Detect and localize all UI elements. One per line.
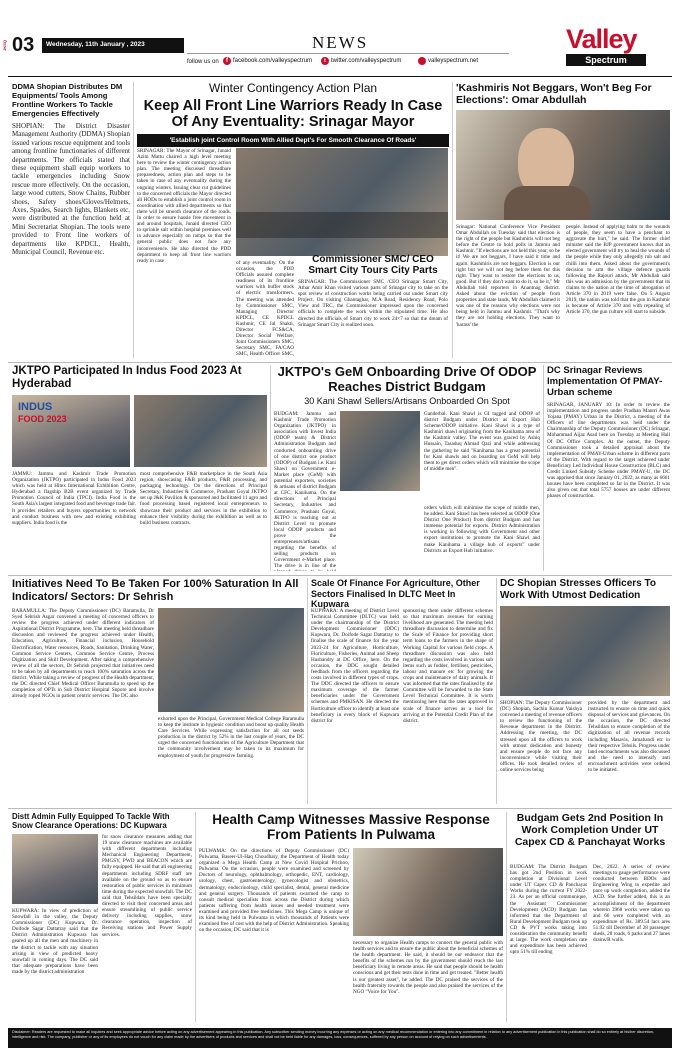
issue-date: Wednesday, 11th January , 2023 xyxy=(46,41,145,48)
story-dc-srinagar-pmay xyxy=(547,365,670,573)
body-col-2: Ganderbal. Kani Shawl is GI tagged and ODOP of district Budgam under District as Export Hub Scheme/ODOP initiative. Kani Shawl is a type of Kashmiri shawl originating from the Kanihama area of the Kashmir valley. The event was graced by Ashiq Hussain, Tasaduq Ahmad Qazi and while addressing the gathering he said "Kanihama has a great potential for Kani shawls and on boarding on GeM will help them to get direct orders which will minimise the scope of middle men". xyxy=(424,411,540,472)
section-title: NEWS xyxy=(312,33,369,52)
artisans-photo xyxy=(340,411,420,491)
headline: Initiatives Need To Be Taken For 100% Saturation In All Indicators/ Sectors: Dr Sehrish xyxy=(12,578,299,603)
follow-label: follow us on xyxy=(187,59,219,65)
web-link[interactable]: valleyspectrum.net xyxy=(428,58,479,64)
review-meeting-photo xyxy=(158,608,304,712)
body-col-2: people. Instead of applying balm to the wounds of people, they seem to have a penchant to aggravate the hurt," he said. The former chief minister said the BJP government knows that an elected government will try to heal the wounds of the people while they only allegedly rub salt and chilli into them. Asked about the government's decision to arm the village defence guards following the Rajouri attack, Mr Abdullah said this was an admission by the government that its claims to the nation at the time of abrogation of Article 370 in 2019 were false. On 5 August 2019, the nation was told that the gun in Kashmir is because of Article 370 and with repealing of Article 370, the gun culture will start to subside. xyxy=(566,224,670,316)
headline: Keep All Front Line Warriors Ready In Case Of Any Eventuality: Srinagar Mayor xyxy=(143,97,443,130)
story-omar-abdullah xyxy=(456,82,670,360)
story-health-camp-pulwama xyxy=(199,812,503,1024)
health-camp-photo xyxy=(353,848,503,936)
story-commissioner-smc xyxy=(298,254,448,360)
section-rule xyxy=(8,362,672,363)
story-budgam-second-position xyxy=(510,812,670,1024)
web-icon[interactable] xyxy=(418,57,426,65)
column-rule xyxy=(133,82,134,358)
column-rule xyxy=(270,365,271,571)
disclaimer-text: Disclaimer: Readers are requested to make all inquiries and seek appropriate advice before acting on any advertisement appearing in this publication. Any subscriber sending money incurring any expenses or acting on any medical recommendation or entering into any commitment in relation to any advertisement publication in this publication shall do so entirely at his/her discretion, intelligence and risk. The company, publisher or any of its employees do not vouch for any claim made by the advertisers of products and services and shall not be held liable for any damages, loss, consequences, suffered by any person on account of relying on such advertisements. xyxy=(12,1030,655,1039)
photo-banner-2: FOOD 2023 xyxy=(18,414,67,424)
body-col-1: SRINAGAR: The Mayor of Srinagar, Junaid Azim Mattu chaired a high level meeting here to review the winter contingency action plan. The meeting discussed threadbare preparedness, action plan and steps to be taken in case of any eventuality during the ongoing winters. Issuing clear cut guidelines to the concerned officials the Mayor directed all HODs to establish a joint control room in coordination with allied departments so that there will be smooth clearance of the roads. In order to ensure hassle free movement in and around hospitals, Junaid directed CEO to sprinkle salt within hospital premises well in advance especially on ramps so that the general public does not face any inconvenience. He also directed the PDD department to keep all front line warriors ready in case xyxy=(137,148,231,264)
body-col-1: BUDGAM: Jammu and Kashmir Trade Promotion Organization (JKTPO) in association with Invest India (ODOP team) & District Administration Budgam and conducted onboarding drive of one district one product (ODOP) of Budgam i.e. Kani Shawl on Government e-Market place (GeM) with potential exporters, societies & artisans of district Budgam at CFC, Kanihama. On the directions of Principal Secretary, Industries and Commerce, Prashant Goyal, JKTPO is reaching out at District Level to promote local ODOP products and prove the entrepreneurs/artisans regarding the benefits of selling products on Government e-Market place. The drive is in line of the xyxy=(274,411,336,570)
column-rule xyxy=(543,365,544,571)
headline: JKTPO's GeM Onboarding Drive Of ODOP Reaches District Budgam xyxy=(277,364,537,394)
facebook-link[interactable]: facebook.com/valleyspectrum xyxy=(233,58,313,64)
masthead xyxy=(0,0,680,72)
logo-spectrum: Spectrum xyxy=(585,55,627,65)
date-bar xyxy=(42,38,184,53)
story-ddma-shopian xyxy=(12,82,130,360)
subhead: 'Establish joint Control Room With Allied Dept's For Smooth Clearance Of Roads' xyxy=(169,136,417,144)
story-dc-shopian xyxy=(500,578,670,806)
snow-machinery-photo xyxy=(12,834,98,904)
headline: Scale Of Finance For Agriculture, Other Sectors Finalised In DLTC Meet In Kupwara xyxy=(311,578,480,609)
column-rule xyxy=(452,82,453,358)
portrait-photo xyxy=(456,110,670,220)
headline: Distt Admin Fully Equipped To Tackle With Snow Clearance Operations: DC Kupwara xyxy=(12,812,170,830)
stall-photo xyxy=(134,395,267,467)
story-dr-sehrish xyxy=(12,578,304,806)
story-jktpo-indus-food xyxy=(12,365,267,573)
photo-banner-1: INDUS xyxy=(18,401,53,413)
body-text: SHOPIAN: The District Disaster Management Authority (DDMA) Shopian issued various rescue equipment and tools among frontline functionaries of different departments. The officials stated that these equipment shall equip workers to tackle emergencies including Snow rescue more effectively. On the occasion, large wood cutters, Snow Chains, Rubber shoes, Safety shoes/Gloves/Helmets, Axes, Spades, Search lights, Blankets etc. were distributed at the function held at Mini Secretariat Shopian. The tools were provided to Front line workers of departments like KPDCL, Health, Municipal Council, Revenue etc. xyxy=(12,122,130,257)
body-col-2: for snow clearance measures adding that 19 snow clearance machines are available with different departments including Mechanical Engineering Department, PMGSY, PWD and BEACON which are fully equipped. He said that all engineering departments including SDRF staff are available on the ground so as to ensure restoration of public services in minimum time during the expected snowfall. The DC said that Tehsildars have been specially directed to visit their concerned areas and ensure streamlining of public service delivery including supplies, snow clearance operation, inspection of Receiving stations and Power Supply services. xyxy=(102,834,192,938)
body-col-2: provided by the department and instructed to ensure on time and quick disposal of services and grievances. On the occasion, the DC directed Tehsildars to ensure completion of the digitization of all revenue records including Masavis, Jamabandi etc in their respective Tehsils. Progress under land encroachments was also discussed and the need to intensify anti encroachment activities were ordered to be initiated. xyxy=(588,700,670,774)
body-col-1: BUDGAM: The District Budgam has got 2nd Position in work completion at Divisional Level under UT Capex CD & Panchayat Works during the current FY 2022-23. As per an official communique, the Assistant Commissioner Development (ACD) Budgam has informed that the Department of Rural Development Budgam took up CD & PVT works taking into consideration the community benefit at large. The work completion rate and expenditure has been achieved upto 51% till ending xyxy=(510,864,587,956)
masthead-rule xyxy=(187,53,509,54)
column-rule xyxy=(496,578,497,804)
headline: DC Srinagar Reviews Implementation Of PMAY-Urban scheme xyxy=(547,365,663,398)
facebook-icon[interactable]: f xyxy=(223,57,231,65)
section-rule xyxy=(8,575,672,576)
body-col-3: orders which will minimise the scope of middle men, he added. Kani Shawl has been selected as ODOP (One District One Product) from district Budgam and has immense potential for exports. District Administration is working in following with Government and other export institutions to promote the Kani Shawl and make Kanihama a village hub of exports" under Districts as Export Hub initiative. xyxy=(424,505,540,554)
body-col-2: Dec, 2022. A series of review meetings to gauge performance were conducted between BDOs and Engineering Wing to expedite and pace up work completion, added the ACD. She further added, this is an accomplishment of the department wherein 3968 works were taken up and 66 were completed with an expenditure of Rs. 389.54 lacs ares 51.92 till December of 28 passenger sheds, 28 roads, 6 parks and 27 lanes drains/R walls. xyxy=(593,864,670,944)
subhead: 30 Kani Shawl Sellers/Artisans Onboarded On Spot xyxy=(304,396,510,406)
headline: 'Kashmiris Not Beggars, Won't Beg For Elections': Omar Abdullah xyxy=(456,82,652,106)
headline: DDMA Shopian Distributes DM Equipments/ Tools Among Frontline Workers To Tackle Emergencies Effectively xyxy=(12,82,123,118)
page-number: 03 xyxy=(12,34,35,56)
kicker: Winter Contingency Action Plan xyxy=(208,81,378,95)
section-rule xyxy=(8,808,672,809)
body-col-2: most comprehensive F&B marketplace in the South Asia region, showcasing F&B products, F&B processing, and packaging technology. On the directions of Principal Secretary, Industries & Commerce, Prashant Goyal JKTPO set up J&K Pavilion & sponsored and facilitated 11 agro and food processing based registered local entrepreneurs to showcase their product and services in the exhibition to enhance their visibility during the exhibition as well as to build business contracts. xyxy=(140,471,267,526)
body-col-2: necessary to organize Health camps to connect the general public with health services and to ensure the public about the beneficial schemes of the health department. He said, it should be our endeavor that the benefits of the schemes run by the government should reach the last beneficiary living in remote areas. He said that people should be health conscious and get their tests done in time and get treated. "Better health is our greatest asset", he added. The DC praised the services of the health fraternity towards the people and also praised the services of the NGO "Voice for You". xyxy=(353,940,503,995)
story-dc-kupwara-snow xyxy=(12,812,192,1024)
headline: JKTPO Participated In Indus Food 2023 At Hyderabad xyxy=(12,365,242,390)
column-rule xyxy=(506,812,507,1022)
body-col-2: exhorted upon the Principal, Government Medical College Baramulla to keep the institute in hygienic condition and boost up quality Health Care Services. While expressing satisfaction for all out seeds production in the district by 52% in the last couple of years, the DC urged the concerned functionaries of the Agriculture Department that the community involvement may be taken to its maximum for employment of youth for progressive farming. xyxy=(158,716,304,759)
body-col-1: JAMMU: Jammu and Kashmir Trade Promotion Organization (JKTPO) participated in Indus Food 2023 which was held at Hitex International Exhibition Centre, Hyderabad a flagship B2B event organized by Trade Promotion Council of India (TPCI). India Food is the South Asia's largest integrated food and beverage trade fair. It provides retailers and buyers opportunities to network and conduct business with new and existing exhibiting suppliers. India food is the xyxy=(12,471,136,526)
logo-spectrum-bar xyxy=(566,54,646,66)
footer-disclaimer-bar xyxy=(8,1028,672,1048)
story-gem-onboarding xyxy=(274,365,540,573)
headline: Budgam Gets 2nd Position In Work Completion Under UT Capex CD & Panchayat Works xyxy=(514,812,666,848)
meeting-photo xyxy=(236,148,448,256)
revenue-meeting-photo xyxy=(500,606,670,696)
logo-valley: Valley xyxy=(566,24,637,54)
body-text: SRINAGAR, JANUARY 10: In order to review the implementation and progress under Pradhan Mantri Awas Yojana (PMAY) Urban in the District, a meeting of the Officers of line departments was held under the Chairmanship of the Deputy Commissioner (DC) Srinagar, Mohammad Aijaz Asad here on Tuesday at Meeting Hall Of DC Office Complex. At the outset, the Deputy Commissioner took a detailed appraisal about the implementation of PMAY-Urban scheme in different parts of the District. With regard to the target achieved under Beneficiary Led Individual House Construction (BLC) and Credit Linked Subsidy Scheme under PMAY-U, the DC was apprised that since January 01, 2022, as many as 6661 houses have been completed so far in the District. It was also given out that total 5757 houses are under different phases of construction. xyxy=(547,402,670,500)
body-col-1: BARAMULLA: The Deputy Commissioner (DC) Baramulla, Dr Syed Sehrish Asgar convened a meeting of concerned officers to review the progress achieved under different indicators of Aspirational District Programme, here. The meeting held threadbare discussion and reviewed the progress achieved under Health, Education, Agriculture, Financial inclusion, Household Electrification, Water resources, Roads, Sanitation, Drinking Water, Common Service Centers, Common Service Centre, Process Digitization and Skill Development. After taking a comprehensive review of all the sectors, Dr Sehrish projected that initiatives need to be taken by all departments to reach 100% saturation across the district. While taking a review of progress of the Health department, the DC directed Chief Medical Officer Baramulla to speed up the completion of OPTs in Sub District Hospital Sopore and involve already roped NGOs in patient centric services. The DC also xyxy=(12,608,154,700)
body-col-1: PULWAMA: On the directions of Deputy Commissioner (DC) Pulwama, Baseer-Ul-Haq Choudhary, the Department of Health today organized a Mega Health Camp at New Covid Hospital Prichoo, Pulwama. On the occasion, people were examined and screened by Doctors of neurology, ophthalmology, orthopedic, ENT, cardiology, urology, chest, gastroenterology, gynecologist and obstetrics, dermatology, endocrinology, child specialist, dental, general medicine and general surgery. Thousands of patients swarmed the camp to consult medical specialists from across the District during which patients suffering from health issues and needed treatment were examined and provided free medicines. This Mega Camp is unique of its kind being held in Pulwama in which thousands of Patients were examined free of cost with the help of District Administration. Speaking on the occasion, DC said that it is xyxy=(199,848,349,934)
twitter-link[interactable]: twitter.com/valleyspectrum xyxy=(331,58,402,64)
side-tag: JKSQ xyxy=(2,40,7,51)
headline: DC Shopian Stresses Officers To Work With Utmost Dedication xyxy=(500,578,656,601)
expo-photo xyxy=(12,395,130,467)
twitter-icon[interactable]: t xyxy=(321,57,329,65)
body-col-1: KUPWARA: In view of prediction of Snowfall in the valley, the Deputy Commissioner (DC) Kupwara, Dr. Doifode Sagar Dattatray said that the District Administration Kupwara has geared up all the men and machinery in the district to tackle with any situation arising in view of predicted heavy snowfall in coming days. The DC said that adequate preparations have been made by the district administration xyxy=(12,908,98,975)
body-col-1: SHOPIAN: The Deputy Commissioner (DC) Shopian, Sachin Kumar Vaishya convened a meeting of revenue officers to review the functioning of the Revenue department in the District. Addressing the meeting, the DC stressed upon all the officers to work with utmost dedication and honesty and ensure people do not face any inconvenience while visiting their offices. He took detailed review of online services being xyxy=(500,700,582,774)
story-dltc-kupwara xyxy=(311,578,493,806)
column-rule xyxy=(307,578,308,804)
subhead-bar xyxy=(137,134,449,147)
column-rule xyxy=(195,812,196,1022)
body-col-2: of any eventuality. On the occasion, the PDD Officials assured complete readiness of its frontline warriors with buffer stock of electric transformers. The meeting was attended by Commissioner SMC, Managing Director KPDCL, CE KPDCL Kashmir, CE Jal Shakti, Director FCS&CA, Director Social Welfare, Joint Commissioners SMC, Secretary SMC, FA/CAO SMC, Health Officer SMC, xyxy=(236,260,294,358)
body-col-1: KUPWARA: A meeting of District Level Technical Committee (DLTC) was held under the chairmanship of the District Development Commissioner (DDC) Kupwara, Dr. Doifode Sagar Dattatray to finalise the scale of finance for the year 2023-24 for Agriculture, Horticulture, Floriculture, Fisheries, Animal and Sheep Husbandry at DC Office, here. On the occasion, the DDC sought detailed feedback from the officers regarding the costs involved in different types of crops. The DDC directed the officers to ensure maximum coverage of the farmer beneficiaries under the Government schemes and PMKISAN. He directed the Horticulture officer to identify at least one beneficiary in every block of Kupwara district for xyxy=(311,608,399,724)
body-text: SRINAGAR: The Commissioner SMC /CEO Srinagar Smart City, Athar Amir Khan visited various parts of Srinagar city to take on the spot review of construction works being carried out under Smart city Project. On visiting Ghantaghar, M.A Road, Residency Road, Polo View and TRC, the Commissioner impressed upon the concerned officials to complete the work within the stipulated time. He also directed the officials of Smart city to work 24×7 so that the dream of Srinagar Smart City is realized soon. xyxy=(298,279,448,328)
top-rule xyxy=(8,76,672,77)
body-col-2: sponsoring them under different schemes so that maximum avenues for earning livelihood are generated. The meeting held threadbare discussion to determine and fix the Scale of Finance for providing short term loans to the farmers in the shape of Working Capital for various field crops. A threadbare discussion was also held regarding the costs involved in various sub items such as fodder, fertiliser, pesticides, labour and manure etc for growing the crops and maintenance of dairy animals. It was informed that the rates finalised by the Committee will be forwarded to the State Level Technical Committee. It is worth mentioning here that the rates approved in scale of finance serves as a tool for arriving at the Potential Credit Plan of the district. xyxy=(403,608,493,724)
body-col-1: Srinagar: National Conference Vice President Omar Abdullah on Tuesday said that election is the right of the people but Kashmiris will not beg before the Centre to hold polls in Jammu and Kashmir. "If elections are not held this year, so be it! We are not beggars, I have said it time and again. Kashmiris are not beggars. Election is our right but we will not beg before them for this right. They want to restore the elections to us, good. But if they don't want to do it, so be it," Mr Abdullah told reporters in Anantnag district. Asked about the eviction of people from properties and state lands, Mr Abdullah claimed it was one of the reasons why elections were not being held in Jammu and Kashmir. "That's why they are not holding elections. They want to 'harass' the xyxy=(456,224,560,328)
headline: Commissioner SMC/ CEO Smart City Tours City Parts xyxy=(308,254,438,276)
headline: Health Camp Witnesses Massive Response From Patients In Pulwama xyxy=(212,812,490,842)
